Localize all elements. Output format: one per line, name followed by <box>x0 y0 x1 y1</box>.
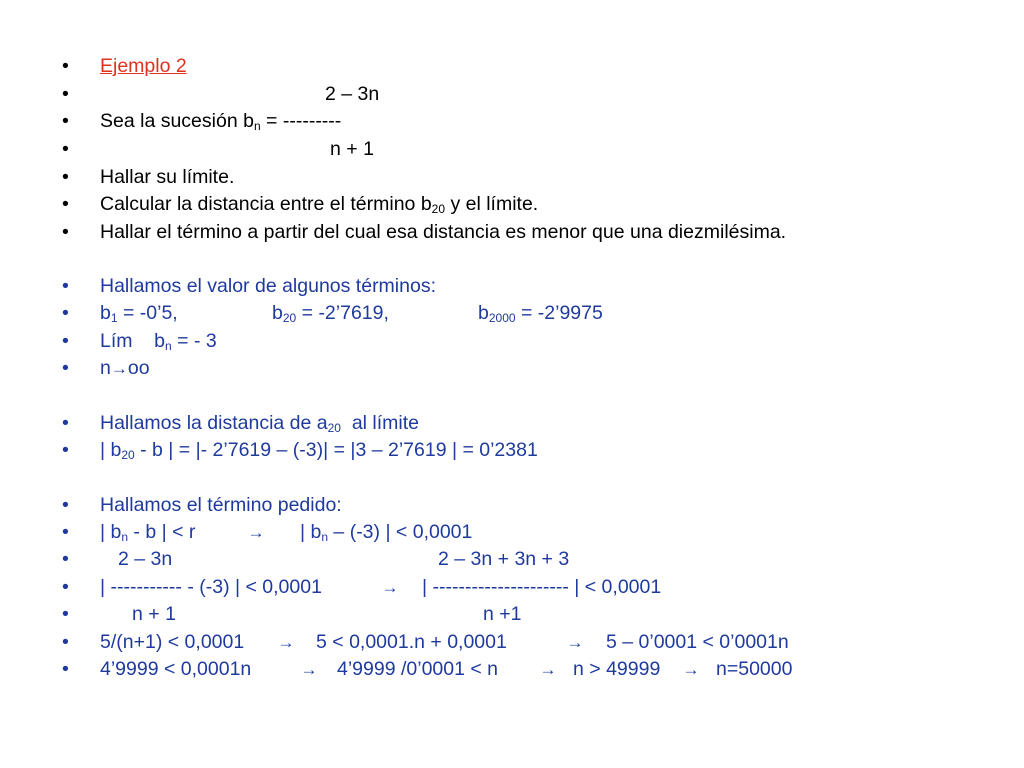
arrow-icon: → <box>247 523 265 542</box>
bullet: • <box>62 110 69 132</box>
denominator-right: n +1 <box>483 603 522 625</box>
step-6: n > 49999 <box>573 658 661 680</box>
bullet: • <box>62 357 69 379</box>
term-b1: $b_1$ = -0’5, <box>100 302 178 325</box>
n-to-infinity: n→oo <box>100 357 150 379</box>
bullet: • <box>62 166 69 188</box>
bullet: • <box>62 330 69 352</box>
arrow-icon: → <box>300 660 318 679</box>
inequality-general: | $b_n$ - b | < r <box>100 521 196 544</box>
bullet: • <box>62 548 69 570</box>
bullet: • <box>62 138 69 160</box>
term-b2000: $b_{2000}$ = -2’9975 <box>478 302 603 325</box>
denominator-left: n + 1 <box>132 603 176 625</box>
fraction-denominator: n + 1 <box>330 138 374 160</box>
arrow-icon: → <box>539 660 557 679</box>
bullet: • <box>62 83 69 105</box>
distance-heading: Hallamos la distancia de $a_{20}$ al límite <box>100 412 420 435</box>
term-heading: Hallamos el término pedido: <box>100 494 342 516</box>
fraction-numerator: 2 – 3n <box>325 83 380 105</box>
bullet: • <box>62 55 69 77</box>
task-distance: Calcular la distancia entre el término $b_{20}$ y el límite. <box>100 193 539 216</box>
bullet: • <box>62 521 69 543</box>
arrow-icon: → <box>110 359 128 378</box>
distance-calc: | $b_{20}$ - b | = |- 2’7619 – (-3)| = |3 – 2’7619 | = 0’2381 <box>100 439 538 462</box>
bullet: • <box>62 576 69 598</box>
term-b20: $b_{20}$ = -2’7619, <box>272 302 389 325</box>
step-2: 5 < 0,0001.n + 0,0001 <box>316 631 507 653</box>
step-7: n=50000 <box>716 658 793 680</box>
fraction-inequality-left: | ----------- - (-3) | < 0,0001 <box>100 576 322 598</box>
limit-value: Lím $b_n$ = - 3 <box>100 330 217 353</box>
bullet: • <box>62 302 69 324</box>
arrow-icon: → <box>277 633 295 652</box>
example-title: Ejemplo 2 <box>100 55 187 77</box>
numerator-right: 2 – 3n + 3n + 3 <box>438 548 570 570</box>
sequence-definition: Sea la sucesión $b_n$ = --------- <box>100 110 342 133</box>
bullet: • <box>62 221 69 243</box>
numerator-left: 2 – 3n <box>118 548 173 570</box>
bullet: • <box>62 275 69 297</box>
bullet: • <box>62 439 69 461</box>
arrow-icon: → <box>381 578 399 597</box>
bullet: • <box>62 603 69 625</box>
bullet: • <box>62 494 69 516</box>
bullet: • <box>62 658 69 680</box>
values-heading: Hallamos el valor de algunos términos: <box>100 275 436 297</box>
step-1: 5/(n+1) < 0,0001 <box>100 631 245 653</box>
fraction-inequality-right: | --------------------- | < 0,0001 <box>422 576 662 598</box>
bullet: • <box>62 631 69 653</box>
arrow-icon: → <box>682 660 700 679</box>
bullet: • <box>62 193 69 215</box>
inequality-specific: | $b_n - (-3)$ | < 0,0001 <box>300 521 473 544</box>
task-term: Hallar el término a partir del cual esa distancia es menor que una diezmilésima. <box>100 221 787 243</box>
step-5: 4’9999 /0’0001 < n <box>337 658 499 680</box>
arrow-icon: → <box>566 633 584 652</box>
step-3: 5 – 0’0001 < 0’0001n <box>606 631 789 653</box>
step-4: 4’9999 < 0,0001n <box>100 658 252 680</box>
task-limit: Hallar su límite. <box>100 166 235 188</box>
bullet: • <box>62 412 69 434</box>
